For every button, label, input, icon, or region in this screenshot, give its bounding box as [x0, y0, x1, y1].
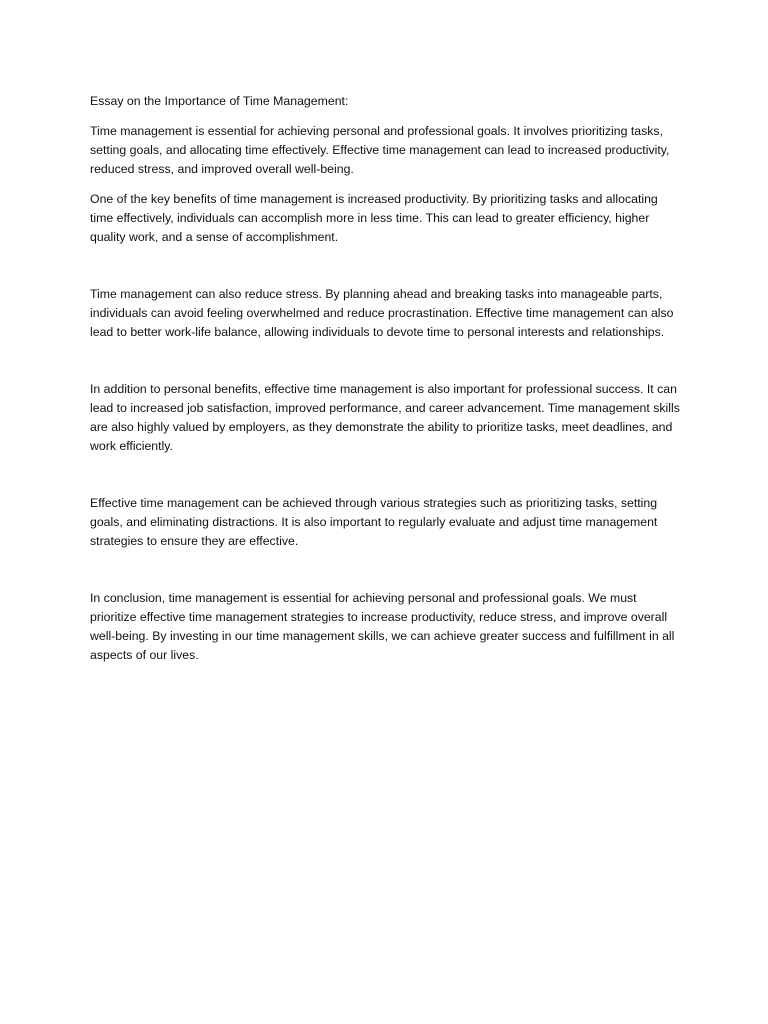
document-title: Essay on the Importance of Time Management:: [90, 94, 349, 108]
paragraph-professional: In addition to personal benefits, effective time management is also important for professional success. It can lead to increased job satisfaction, improved performance, and career advancement. Time management skills are also highly valued by employers, as they demonstrate the ability to prioritize tasks, meet deadlines, and work efficiently.: [90, 382, 680, 453]
paragraph-productivity: One of the key benefits of time management is increased productivity. By prioritizing tasks and allocating time effectively, individuals can accomplish more in less time. This can lead to greater efficiency, higher quality work, and a sense of accomplishment.: [90, 192, 658, 244]
document-body: [90, 92, 680, 665]
paragraph-intro: Time management is essential for achieving personal and professional goals. It involves prioritizing tasks, setting goals, and allocating time effectively. Effective time management can lead to increased productivity, reduced stress, and improved overall well-being.: [90, 124, 670, 176]
paragraph-stress: Time management can also reduce stress. By planning ahead and breaking tasks into manageable parts, individuals can avoid feeling overwhelmed and reduce procrastination. Effective time management can also lead to better work-life balance, allowing individuals to devote time to personal interests and relationships.: [90, 287, 674, 339]
paragraph-conclusion: In conclusion, time management is essential for achieving personal and professional goals. We must prioritize effective time management strategies to increase productivity, reduce stress, and improve overall well-being. By investing in our time management skills, we can achieve greater success and fulfillment in all aspects of our lives.: [90, 591, 675, 662]
paragraph-strategies: Effective time management can be achieved through various strategies such as prioritizing tasks, setting goals, and eliminating distractions. It is also important to regularly evaluate and adjust time management strategies to ensure they are effective.: [90, 496, 658, 548]
